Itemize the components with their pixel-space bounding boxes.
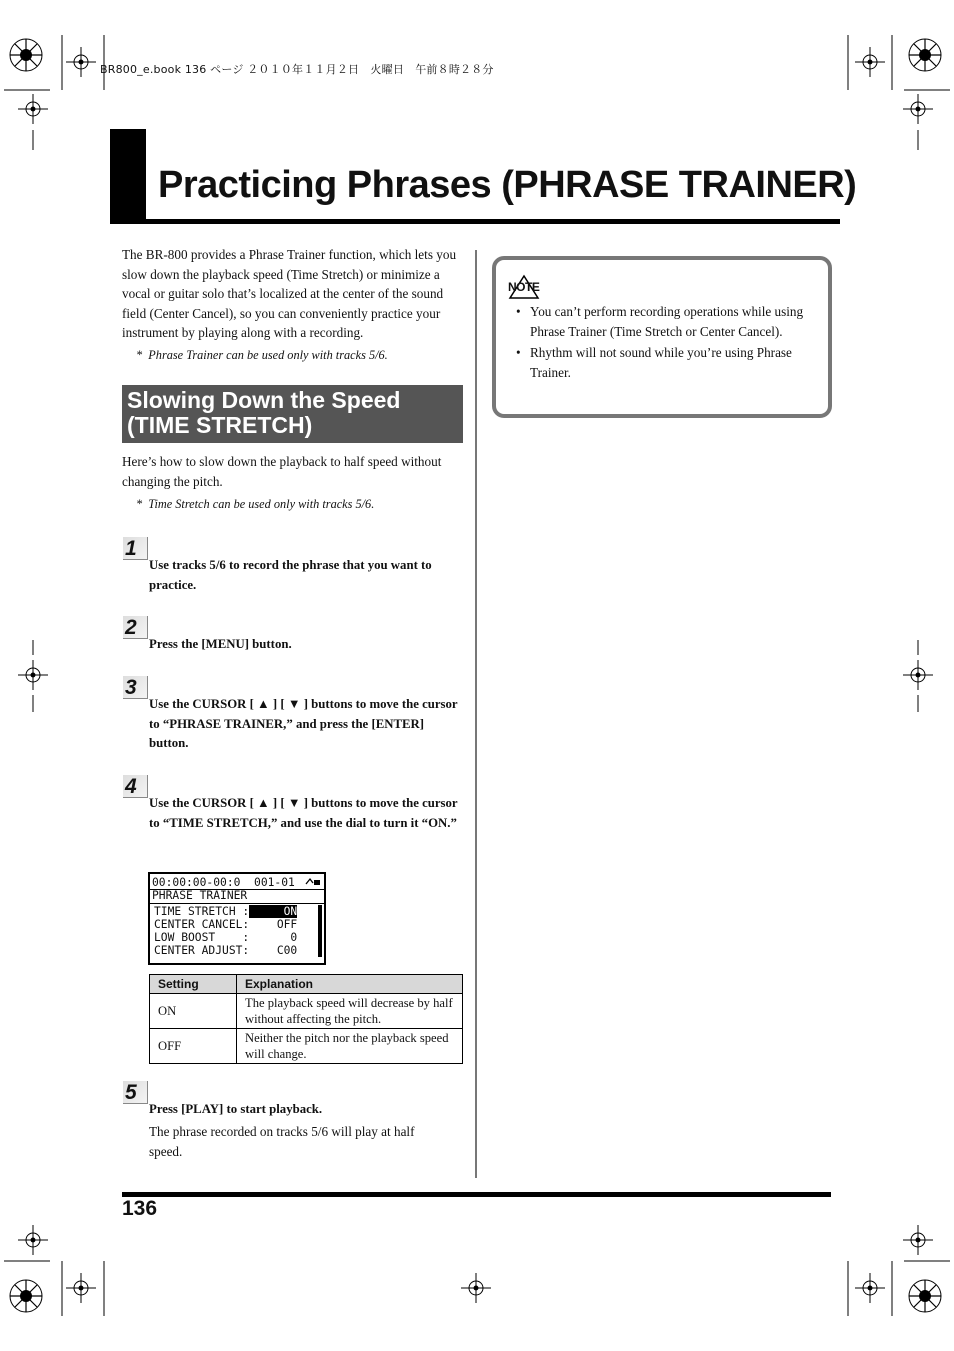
step-number-2-label: 2 [125,616,137,639]
table-cell-explanation: Neither the pitch nor the playback speed will change. [237,1029,463,1064]
lcd-row-time-stretch [154,905,297,918]
lcd-label-low-boost: LOW BOOST : [154,931,250,944]
step-number-4 [123,775,148,798]
table-cell-setting: OFF [150,1029,237,1064]
step-number-3 [123,676,148,699]
step-3-text: Use the CURSOR [ ▲ ] [ ▼ ] buttons to move the cursor to “PHRASE TRAINER,” and press the [ENTER] button. [149,697,458,750]
lcd-screen [148,872,326,965]
tempo-icon [305,877,321,887]
lcd-time: 00:00:00-00:0 [152,876,241,889]
section-title-line2: (TIME STRETCH) [127,412,313,438]
table-cell-explanation: The playback speed will decrease by half without affecting the pitch. [237,994,463,1029]
note-label-text: NOTE [508,280,540,294]
step-1-text: Use tracks 5/6 to record the phrase that you want to practice. [149,558,432,592]
lcd-row-center-adjust [154,944,297,957]
lcd-label-center-cancel: CENTER CANCEL: [154,918,250,931]
page-number: 136 [122,1197,158,1220]
intro-star-note: * Phrase Trainer can be used only with tracks 5/6. [136,348,388,362]
step-number-5-label: 5 [125,1081,137,1104]
step-5-text: Press [PLAY] to start playback. [149,1102,323,1116]
table-cell-setting: ON [150,994,237,1029]
file-info-header: BR800_e.book 136 ページ ２０１０年１１月２日 火曜日 午前８時２８分 [100,63,494,76]
note-list [516,302,816,384]
lcd-value-center-adjust: C00 [276,944,298,957]
table-row [150,994,463,1029]
step-number-3-label: 3 [125,676,137,699]
note-item: • Rhythm will not sound while you’re using Phrase Trainer. [516,343,816,382]
step-number-2 [123,616,148,639]
lcd-value-center-cancel: OFF [276,918,298,931]
lcd-row-low-boost [154,931,297,944]
title-tab-block [110,129,146,224]
table-header-row [150,975,463,994]
section-title [127,388,400,438]
lcd-label-center-adjust: CENTER ADJUST: [154,944,250,957]
section-star-note-text: Time Stretch can be used only with tracks 5/6. [148,497,375,511]
lcd-status-row [152,876,295,889]
lcd-value-time-stretch: ON [249,905,297,918]
note-item: • You can’t perform recording operations while using Phrase Trainer (Time Stretch or Center Cancel). [516,302,816,341]
step-4-text: Use the CURSOR [ ▲ ] [ ▼ ] buttons to move the cursor to “TIME STRETCH,” and use the dial to turn it “ON.” [149,796,458,830]
table-row [150,1029,463,1064]
table-header-explanation: Explanation [237,975,463,994]
column-divider [475,250,477,1178]
lcd-divider-2 [150,903,324,904]
section-title-line1: Slowing Down the Speed [127,387,401,413]
step-number-5 [123,1081,148,1104]
step-2-text: Press the [MENU] button. [149,637,292,651]
settings-table [149,974,463,1064]
page-title: Practicing Phrases (PHRASE TRAINER) [158,164,857,206]
title-rule [110,219,840,224]
lcd-row-center-cancel [154,918,297,931]
section-intro: Here’s how to slow down the playback to half speed without changing the pitch. [122,454,442,489]
step-5-detail: The phrase recorded on tracks 5/6 will play at half speed. [149,1124,415,1159]
section-star-note: * Time Stretch can be used only with tracks 5/6. [136,497,375,511]
table-header-setting: Setting [150,975,237,994]
lcd-value-low-boost: 0 [290,931,298,944]
lcd-scrollbar [318,905,322,957]
lcd-measure: 001-01 [254,876,295,889]
step-number-1 [123,537,148,560]
footer-rule [122,1192,831,1197]
step-number-4-label: 4 [125,775,137,798]
lcd-title: PHRASE TRAINER [152,889,248,902]
intro-star-note-text: Phrase Trainer can be used only with tracks 5/6. [148,348,388,362]
step-number-1-label: 1 [125,537,137,560]
intro-paragraph: The BR-800 provides a Phrase Trainer function, which lets you slow down the playback speed (Time Stretch) or minimize a vocal or guitar solo that’s localized at the center of the sound field (Center Cancel), so you can conveniently practice your instrument by playing along with a recording. [122,247,457,340]
lcd-label-time-stretch: TIME STRETCH : [154,905,250,918]
